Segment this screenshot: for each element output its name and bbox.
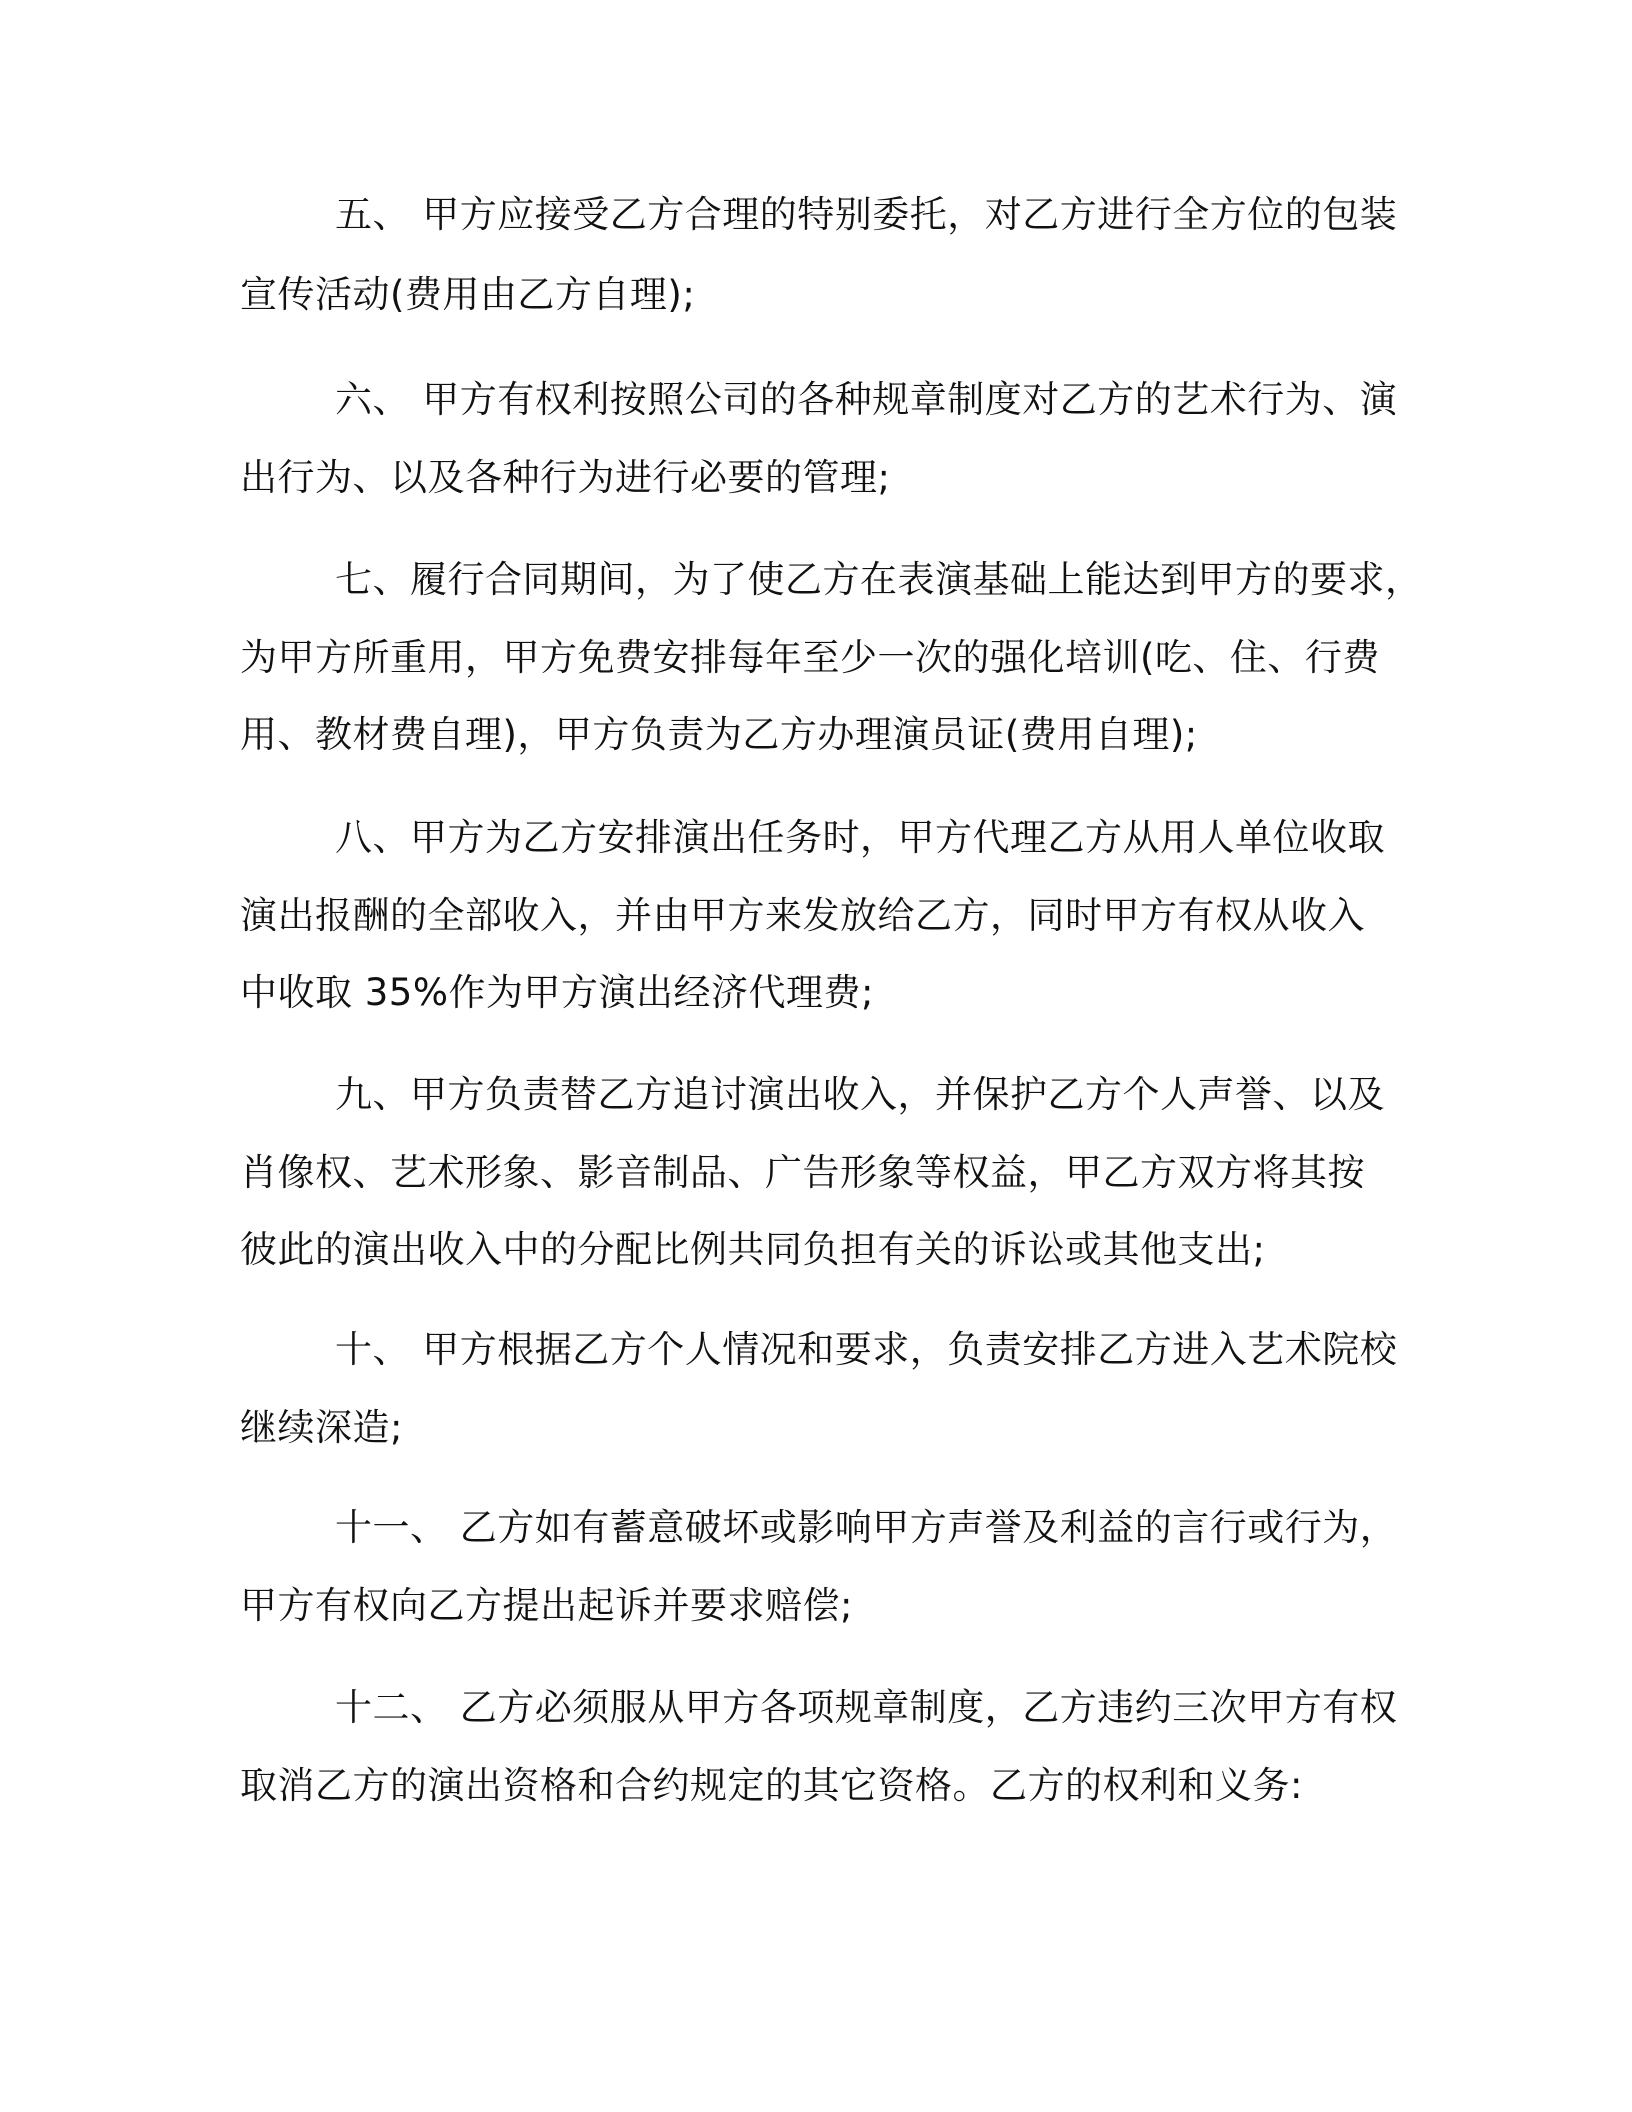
- clause-line: 甲方有权向乙方提出起诉并要求赔偿;: [240, 1584, 853, 1627]
- clause-line: 十一、 乙方如有蓄意破坏或影响甲方声誉及利益的言行或行为，: [335, 1506, 1398, 1549]
- clause-line: 八、甲方为乙方安排演出任务时，甲方代理乙方从用人单位收取: [335, 816, 1385, 859]
- clause-line: 用、教材费自理)，甲方负责为乙方办理演员证(费用自理);: [240, 713, 1198, 756]
- clause-line: 五、 甲方应接受乙方合理的特别委托，对乙方进行全方位的包装: [335, 193, 1398, 236]
- clause-line: 十、 甲方根据乙方个人情况和要求，负责安排乙方进入艺术院校: [335, 1328, 1398, 1371]
- clause-line: 取消乙方的演出资格和合约规定的其它资格。乙方的权利和义务:: [240, 1764, 1303, 1807]
- clause-line: 彼此的演出收入中的分配比例共同负担有关的诉讼或其他支出;: [240, 1228, 1266, 1271]
- clause-line: 七、履行合同期间，为了使乙方在表演基础上能达到甲方的要求，: [335, 558, 1423, 601]
- clause-line: 中收取 35%作为甲方演出经济代理费;: [240, 971, 874, 1014]
- clause-line: 九、甲方负责替乙方追讨演出收入，并保护乙方个人声誉、以及: [335, 1073, 1385, 1116]
- clause-line: 六、 甲方有权利按照公司的各种规章制度对乙方的艺术行为、演: [335, 378, 1398, 421]
- clause-line: 继续深造;: [240, 1406, 403, 1449]
- clause-line: 肖像权、艺术形象、影音制品、广告形象等权益，甲乙方双方将其按: [240, 1151, 1365, 1194]
- clause-line: 出行为、以及各种行为进行必要的管理;: [240, 456, 891, 499]
- clause-line: 演出报酬的全部收入，并由甲方来发放给乙方，同时甲方有权从收入: [240, 894, 1365, 937]
- clause-line: 为甲方所重用，甲方免费安排每年至少一次的强化培训(吃、住、行费: [240, 636, 1380, 679]
- clause-line: 宣传活动(费用由乙方自理);: [240, 273, 696, 316]
- clause-line: 十二、 乙方必须服从甲方各项规章制度，乙方违约三次甲方有权: [335, 1686, 1398, 1729]
